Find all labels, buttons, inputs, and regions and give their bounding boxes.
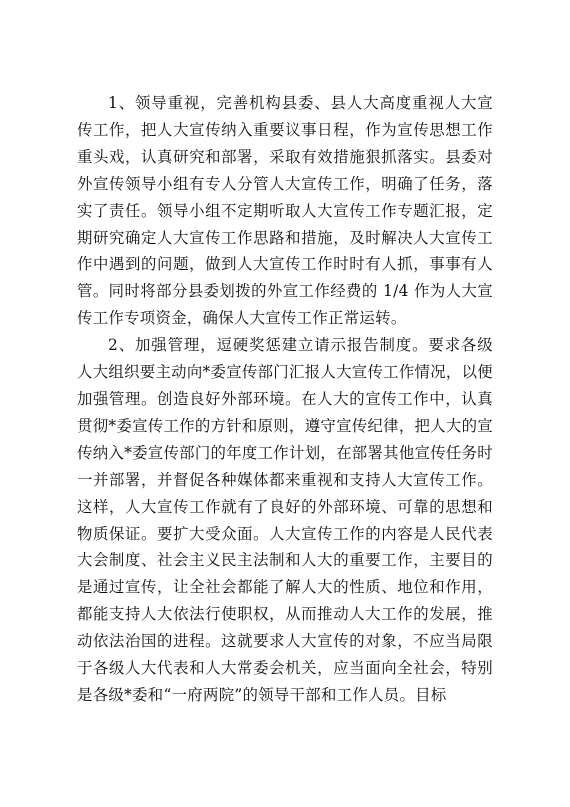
paragraph-leadership: 1、领导重视，完善机构县委、县人大高度重视人大宣传工作，把人大宣传纳入重要议事日程，作为宣传思想工作重头戏，认真研究和部署，采取有效措施狠抓落实。县委对外宣传领导小组有专人分管人大宣传工作，明确了任务，落实了责任。领导小组不定期听取人大宣传工作专题汇报，定期研究确定人大宣传工作思路和措施，及时解决人大宣传工作中遇到的问题，做到人大宣传工作时时有人抓，事事有人管。同时将部分县委划拨的外宣工作经费的 1/4 作为人大宣传工作专项资金，确保人大宣传工作正常运转。: [77, 94, 493, 328]
paragraph-management: 2、加强管理，逗硬奖惩建立请示报告制度。要求各级人大组织要主动向*委宣传部门汇报人大宣传工作情况，以便加强管理。创造良好外部环境。在人大的宣传工作中，认真贯彻*委宣传工作的方针和原则，遵守宣传纪律，把人大的宣传纳入*委宣传部门的年度工作计划，在部署其他宣传任务时一并部署，并督促各种媒体都来重视和支持人大宣传工作。这样，人大宣传工作就有了良好的外部环境、可靠的思想和物质保证。要扩大受众面。人大宣传工作的内容是人民代表大会制度、社会主义民主法制和人大的重要工作，主要目的是通过宣传，让全社会都能了解人大的性质、地位和作用，都能支持人大依法行使职权，从而推动人大工作的发展，推动依法治国的进程。这就要求人大宣传的对象，不应当局限于各级人大代表和人大常委会机关，应当面向全社会，特别是各级*委和“一府两院”的领导干部和工作人员。目标: [77, 336, 493, 704]
document-body: [77, 90, 493, 709]
